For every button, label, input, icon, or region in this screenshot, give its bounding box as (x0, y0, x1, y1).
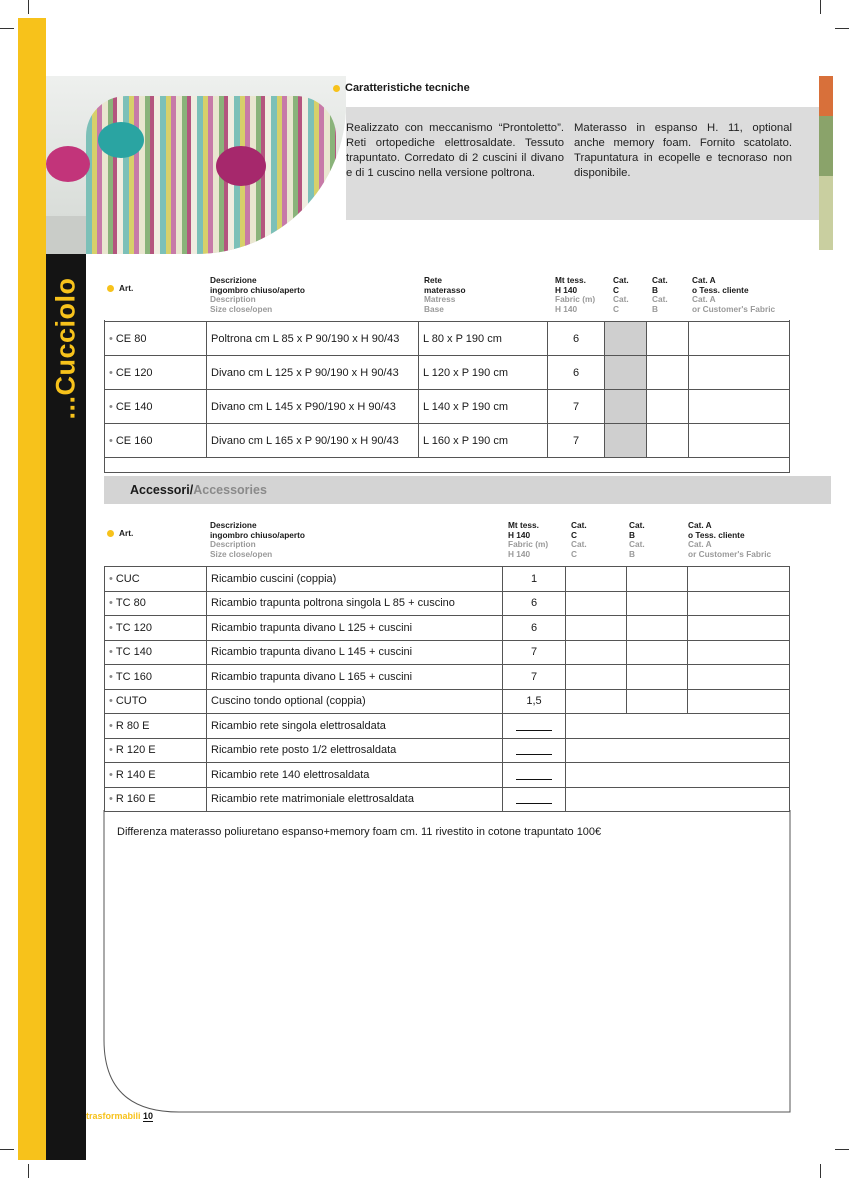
side-title: ...Cucciolo (50, 276, 81, 420)
product-table-header: Art. Descrizione ingombro chiuso/aperto Description Size close/open Rete materasso Matress Base Mt tess. H 140 Fabric (m) H 140 Cat. C Cat. C Cat. B Cat. B Cat. A o Tess. cliente Cat. A or Customer's Fabric (104, 276, 790, 314)
crop-mark (0, 28, 14, 29)
bullet-icon (107, 530, 114, 537)
product-photo (46, 76, 346, 254)
bullet-icon (107, 285, 114, 292)
crop-mark (28, 0, 29, 14)
blank-line (516, 767, 552, 780)
table-row: • CUC Ricambio cuscini (coppia) 1 (105, 567, 790, 592)
accessories-table-header: Art. Descrizione ingombro chiuso/aperto Description Size close/open Mt tess. H 140 Fabric (m) H 140 Cat. C Cat. C Cat. B Cat. B Cat. A o Tess. cliente Cat. A or Customer's Fabric (104, 521, 790, 559)
spec-text-col2: Materasso in espanso H. 11, optional anche memory foam. Fornito scatolato. Trapuntatura in ecopelle e tecnoraso non disponibile. (574, 122, 792, 179)
frame-line (104, 472, 790, 473)
table-row: • CE 160 Divano cm L 165 x P 90/190 x H 90/43 L 160 x P 190 cm 7 (105, 424, 790, 458)
page-footer: trasformabili 10 (86, 1111, 154, 1121)
crop-mark (820, 0, 821, 14)
side-accent-bar (18, 18, 46, 1160)
table-row: • CE 120 Divano cm L 125 x P 90/190 x H 90/43 L 120 x P 190 cm 6 (105, 356, 790, 390)
crop-mark (835, 1149, 849, 1150)
table-row: • R 120 E Ricambio rete posto 1/2 elettrosaldata (105, 738, 790, 763)
table-row: • CE 140 Divano cm L 145 x P90/190 x H 90/43 L 140 x P 190 cm 7 (105, 390, 790, 424)
table-row: • R 160 E Ricambio rete matrimoniale elettrosaldata (105, 787, 790, 812)
accessories-table (104, 566, 790, 812)
blank-line (516, 791, 552, 804)
crop-mark (820, 1164, 821, 1178)
blank-line (516, 718, 552, 731)
accessories-title: Accessori/Accessories (130, 483, 267, 497)
side-photo-strip (819, 76, 833, 250)
table-row: • CE 80 Poltrona cm L 85 x P 90/190 x H 90/43 L 80 x P 190 cm 6 (105, 322, 790, 356)
section-title: Caratteristiche tecniche (333, 82, 470, 94)
content-frame (103, 810, 793, 1116)
table-row: • TC 80 Ricambio trapunta poltrona singola L 85 + cuscino 6 (105, 591, 790, 616)
blank-line (516, 742, 552, 755)
table-row: • TC 140 Ricambio trapunta divano L 145 + cuscini 7 (105, 640, 790, 665)
crop-mark (835, 28, 849, 29)
spec-text-col1: Realizzato con meccanismo “Prontoletto”. Reti ortopediche elettrosaldate. Tessuto trapuntato. Corredato di 2 cuscini il divano e di 1 cuscino nella versione poltrona. (346, 122, 564, 179)
table-row: • TC 120 Ricambio trapunta divano L 125 + cuscini 6 (105, 616, 790, 641)
table-row: • R 80 E Ricambio rete singola elettrosaldata (105, 714, 790, 739)
bullet-icon (333, 85, 340, 92)
product-table (104, 321, 790, 458)
crop-mark (0, 1149, 14, 1150)
mattress-note: Differenza materasso poliuretano espanso+memory foam cm. 11 rivestito in cotone trapuntato 100€ (117, 826, 602, 838)
table-row: • CUTO Cuscino tondo optional (coppia) 1,5 (105, 689, 790, 714)
crop-mark (28, 1164, 29, 1178)
table-row: • TC 160 Ricambio trapunta divano L 165 + cuscini 7 (105, 665, 790, 690)
table-row: • R 140 E Ricambio rete 140 elettrosaldata (105, 763, 790, 788)
